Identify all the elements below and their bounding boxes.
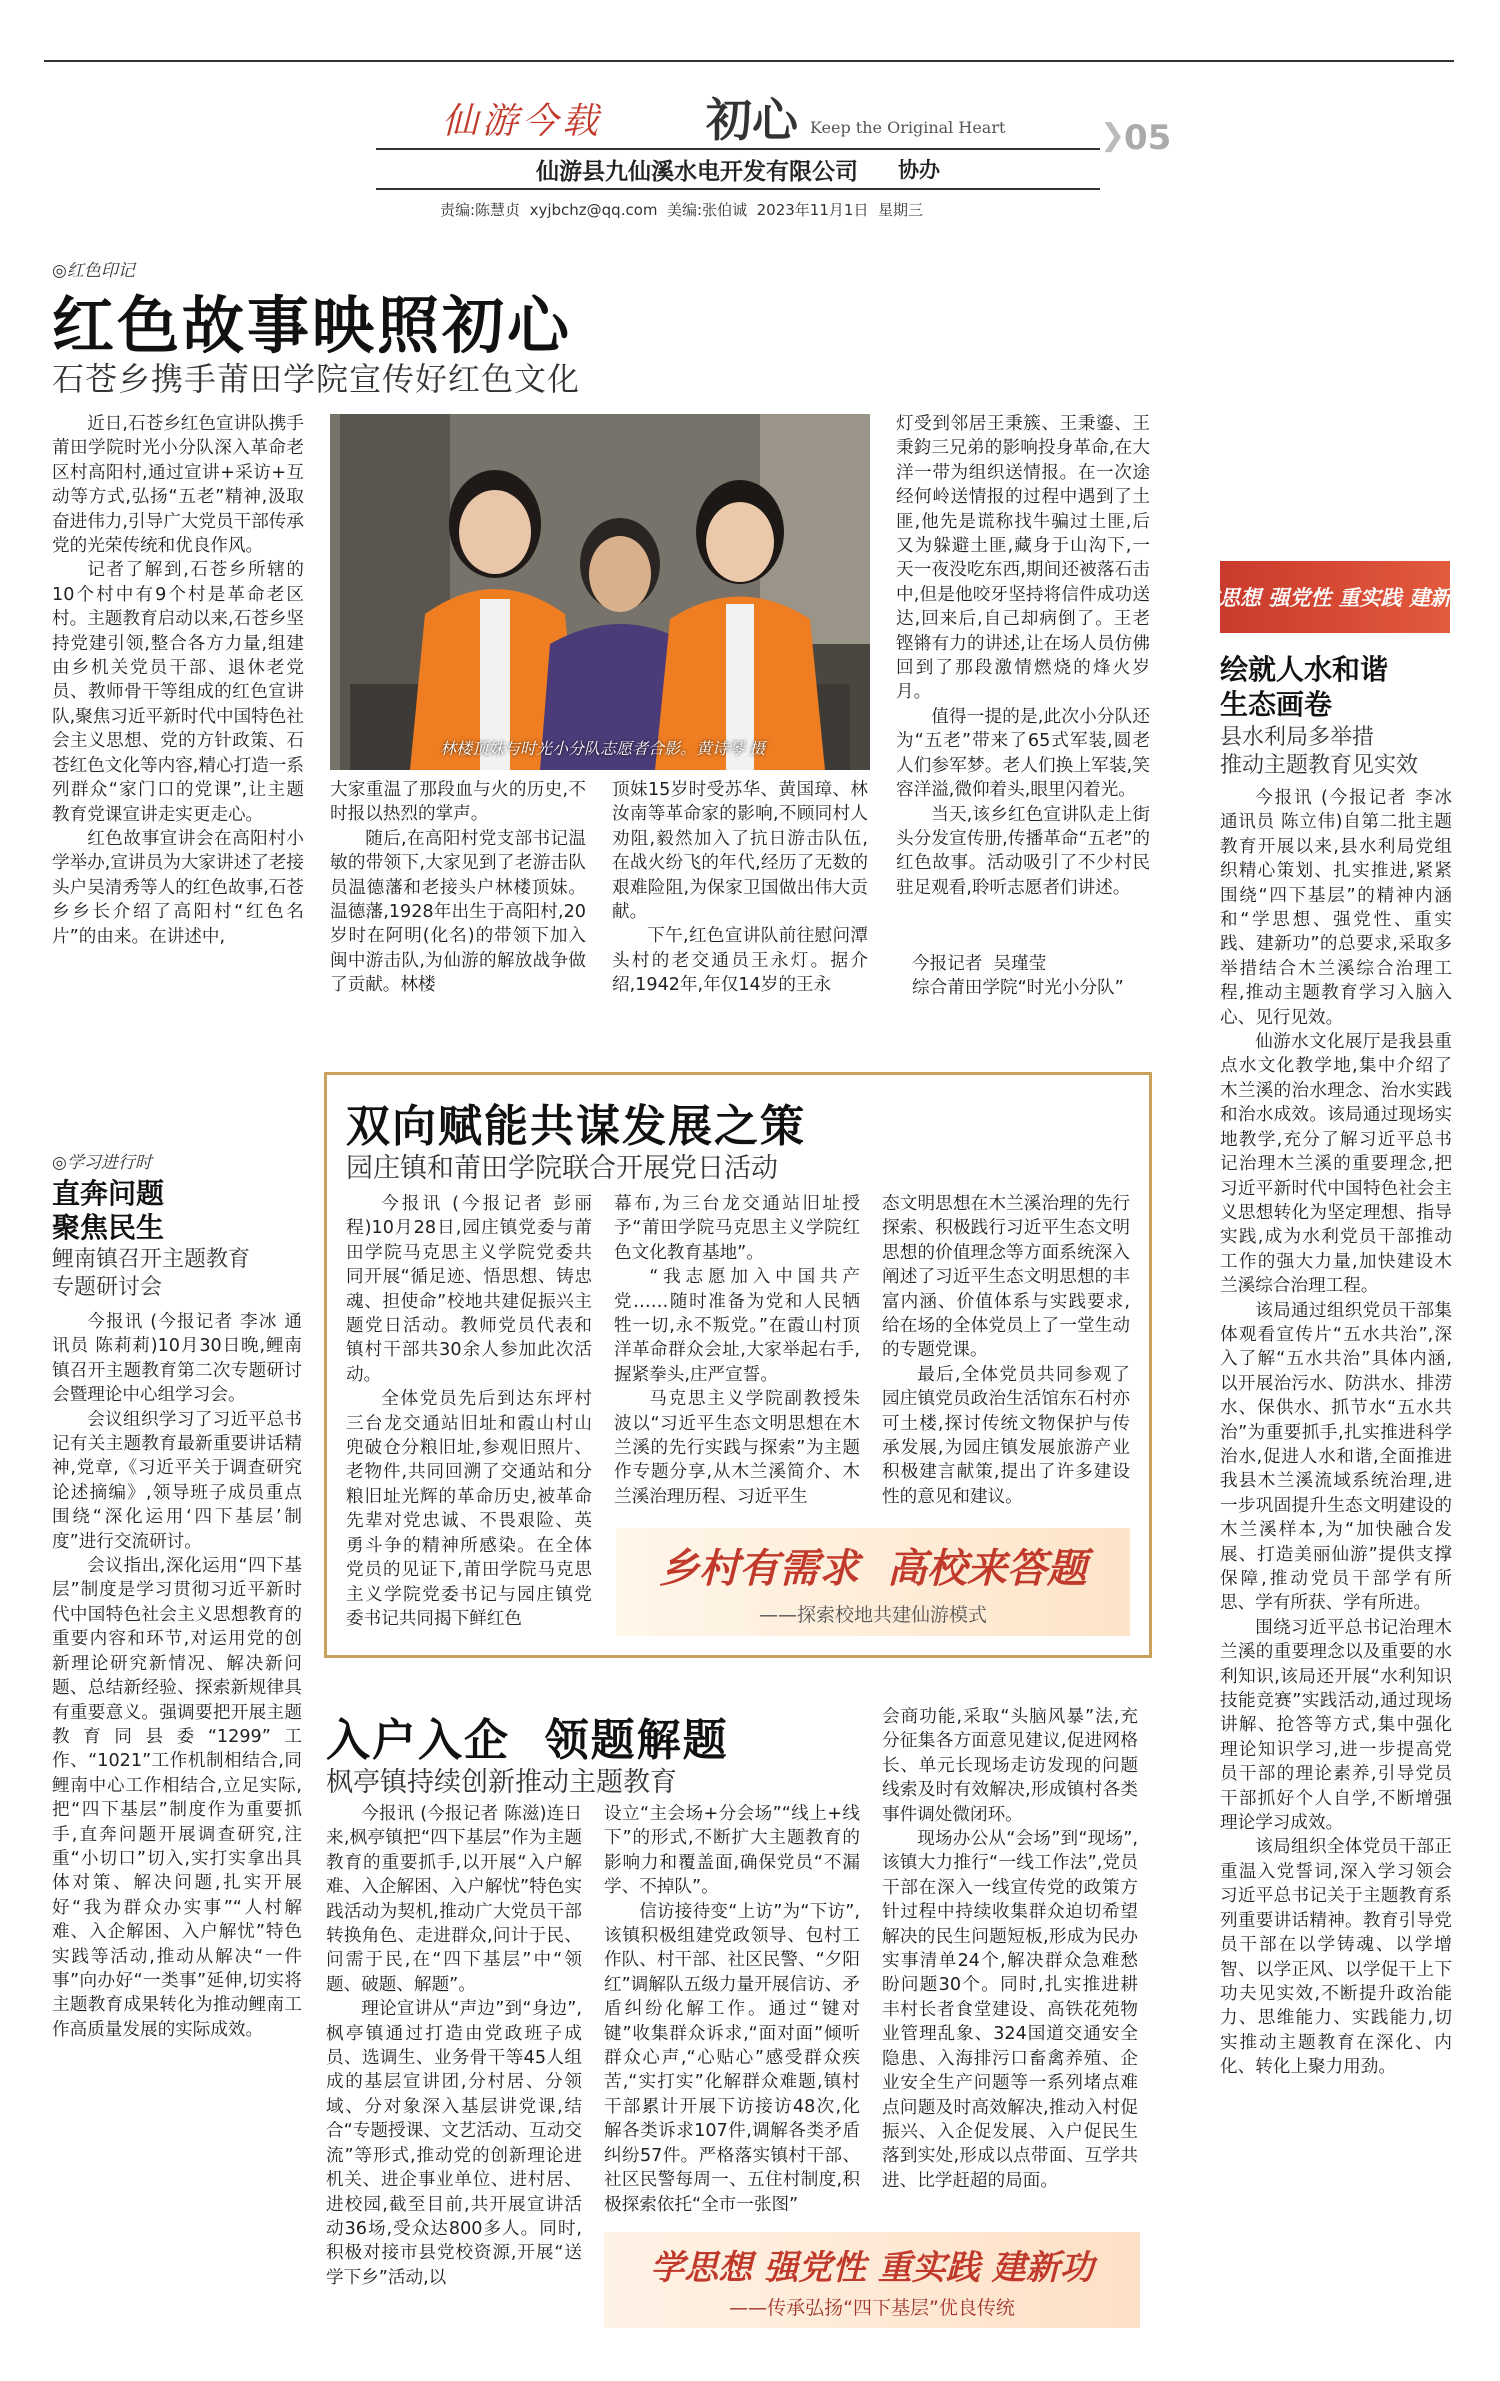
- editor-line: 责编:陈慧贞 xyjbchz@qq.com 美编:张伯诚 2023年11月1日 星期三: [440, 201, 923, 219]
- article2-banner: 学思想 强党性 重实践 建新功: [1220, 561, 1450, 633]
- article2-headline-line2: 生态画卷: [1220, 688, 1333, 721]
- article2-headline-line1: 绘就人水和谐: [1220, 653, 1389, 686]
- article1-col2: 大家重温了那段血与火的历史,不时报以热烈的掌声。 随后,在高阳村党支部书记温敏的带领下,大家见到了老游击队员温德藩和老接头户林楼顶妹。温德藩,1928年出生于高阳村,20岁时在阿明(化名)的带领下加入闽中游击队,为仙游的解放战争做了贡献。林楼: [330, 780, 586, 996]
- article3-headline-line2: 聚焦民生: [52, 1211, 165, 1244]
- sponsor-name: 仙游县九仙溪水电开发有限公司: [536, 158, 858, 185]
- sponsor-strip: [376, 148, 1100, 190]
- sponsor-role: 协办: [898, 158, 940, 182]
- article3-headline-line1: 直奔问题: [52, 1177, 165, 1210]
- article2-body: 今报讯 (今报记者 李冰 通讯员 陈立伟)自第二批主题教育开展以来,县水利局党组织精心策划、扎实推进,紧紧围绕“四下基层”的精神内涵和“学思想、强党性、重实践、建新功”的总要求,采取多举措结合木兰溪综合治理工程,推动主题教育学习入脑入心、见行见效。 仙游水文化展厅是我县重点水文化教学地,集中介绍了木兰溪的治水理念、治水实践和治水成效。该局通过现场实地教学,充分了解习近平总书记治理木兰溪的重要理念,把习近平新时代中国特色社会主义思想转化为坚定理想、指导实践,成为水利党员干部推动工作的强大力量,加快建设木兰溪综合治理工程。 该局通过组织党员干部集体观看宣传片“五水共治”,深入了解“五水共治”具体内涵,以开展治污水、防洪水、排涝水、保供水、抓节水“五水共治”为重要抓手,扎实推进科学治水,促进人水和谐,全面推进我县木兰溪流域系统治理,进一步巩固提升生态文明建设的木兰溪样本,为“加快融合发展、打造美丽仙游”提供支撑保障,推动党员干部学有所思、学有所获、学有所进。 围绕习近平总书记治理木兰溪的重要理念以及重要的水利知识,该局还开展“水利知识技能竞赛”实践活动,通过现场讲解、抢答等方式,集中强化理论知识学习,进一步提高党员干部的理论素养,引导党员干部抓好个人自学,不断增强理论学习成效。 该局组织全体党员干部正重温入党誓词,深入学习领会习近平总书记关于主题教育系列重要讲话精神。教育引导党员干部在以学铸魂、以学增智、以学正风、以学促干上下功夫见实效,不断提升政治能力、思维能力、实践能力,切实推动主题教育在深化、内化、转化上聚力用劲。: [1220, 788, 1452, 2078]
- article1-col3: 顶妹15岁时受苏华、黄国璋、林汝南等革命家的影响,不顾同村人劝阻,毅然加入了抗日游击队伍,在战火纷飞的年代,经历了无数的艰难险阻,为保家卫国做出伟大贡献。 下午,红色宣讲队前往慰问潭头村的老交通员王永灯。据介绍,1942年,年仅14岁的王永: [612, 780, 868, 996]
- article1-kicker: ◎红色印记: [52, 261, 135, 281]
- page-number: 05: [1124, 118, 1172, 158]
- article4-col3: 态文明思想在木兰溪治理的先行探索、积极践行习近平生态文明思想的价值理念等方面系统深入阐述了习近平生态文明思想的丰富内涵、价值体系与实践要求,给在场的全体党员上了一堂生动的专题党课。 最后,全体党员共同参观了园庄镇党员政治生活馆东石村亦可土楼,探讨传统文物保护与传承发展,为园庄镇发展旅游产业积极建言献策,提出了许多建设性的意见和建议。: [882, 1194, 1130, 1507]
- top-rule: [44, 60, 1454, 62]
- article1-col1: 近日,石苍乡红色宣讲队携手莆田学院时光小分队深入革命老区村高阳村,通过宣讲+采访+互动等方式,弘扬“五老”精神,汲取奋进伟力,引导广大党员干部传承党的光荣传统和优良作风。 记者了解到,石苍乡所辖的10个村中有9个村是革命老区村。主题教育启动以来,石苍乡坚持党建引领,整合各方力量,组建由乡机关党员干部、退休老党员、教师骨干等组成的红色宣讲队,聚焦习近平新时代中国特色社会主义思想、党的方针政策、石苍红色文化等内容,精心打造一系列群众“家门口的党课”,让主题教育党课宣讲走实更走心。 红色故事宣讲会在高阳村小学举办,宣讲员为大家讲述了老接头户吴清秀等人的红色故事,石苍乡乡长介绍了高阳村“红色名片”的由来。在讲述中,: [52, 414, 304, 947]
- article1-col4: 灯受到邻居王秉簇、王秉鎏、王秉鈞三兄弟的影响投身革命,在大洋一带为组织送情报。在一次途经何岭送情报的过程中遇到了土匪,他先是谎称找牛骗过土匪,后又为躲避土匪,藏身于山沟下,一天一夜没吃东西,期间还被落石击中,但是他咬牙坚持将信件成功送达,回来后,自己却病倒了。王老铿锵有力的讲述,让在场人员仿佛回到了那段激情燃烧的烽火岁月。 值得一提的是,此次小分队还为“五老”带来了65式军装,圆老人们参军梦。老人们换上军装,笑容洋溢,微仰着头,眼里闪着光。 当天,该乡红色宣讲队走上街头分发宣传册,传播革命“五老”的红色故事。活动吸引了不少村民驻足观看,聆听志愿者们讲述。: [896, 414, 1150, 898]
- column-brand: 仙游今载: [442, 101, 603, 142]
- article3-subheadline-line2: 专题研讨会: [52, 1275, 163, 1300]
- article4-banner: 乡村有需求 高校来答题 ——探索校地共建仙游模式: [616, 1528, 1130, 1636]
- article5-col3: 会商功能,采取“头脑风暴”法,充分征集各方面意见建议,促进网格长、单元长现场走访发现的问题线索及时有效解决,形成镇村各类事件调处微闭环。 现场办公从“会场”到“现场”,该镇大力推行“一线工作法”,党员干部在深入一线宣传党的政策方针过程中持续收集群众迫切希望解决的民生问题短板,形成为民办实事清单24个,解决群众急难愁盼问题30个。同时,扎实推进耕丰村长者食堂建设、高铁花苑物业管理乱象、324国道交通安全隐患、入海排污口畜禽养殖、企业安全生产问题等一系列堵点难点问题及时高效解决,推动入村促振兴、入企促发展、入户促民生落到实处,形成以点带面、互学共进、比学赶超的局面。: [882, 1707, 1138, 2191]
- article4-col1: 今报讯 (今报记者 彭丽程)10月28日,园庄镇党委与莆田学院马克思主义学院党委共同开展“循足迹、悟思想、铸忠魂、担使命”校地共建促振兴主题党日活动。教师党员代表和镇村干部共30余人参加此次活动。 全体党员先后到达东坪村三台龙交通站旧址和霞山村山兜破仓分粮旧址,参观旧照片、老物件,共同回溯了交通站和分粮旧址光辉的革命历史,被革命先辈对党忠诚、不畏艰险、英勇斗争的精神所感染。在全体党员的见证下,莆田学院马克思主义学院党委书记与园庄镇党委书记共同揭下鲜红色: [346, 1194, 592, 1629]
- article2-subheadline-line1: 县水利局多举措: [1220, 725, 1375, 750]
- article3-subheadline-line1: 鲤南镇召开主题教育: [52, 1247, 251, 1272]
- photo-caption: 林楼顶妹与时光小分队志愿者合影。黄诗琴 摄: [440, 739, 766, 758]
- article3-kicker: ◎学习进行时: [52, 1153, 152, 1173]
- article5-banner: 学思想 强党性 重实践 建新功 ——传承弘扬“四下基层”优良传统: [604, 2232, 1140, 2328]
- article5-col2: 设立“主会场+分会场”“线上+线下”的形式,不断扩大主题教育的影响力和覆盖面,确保党员“不漏学、不掉队”。 信访接待变“上访”为“下访”,该镇积极组建党政领导、包村工作队、村干部、社区民警、“夕阳红”调解队五级力量开展信访、矛盾纠纷化解工作。通过“键对键”收集群众诉求,“面对面”倾听群众心声,“心贴心”感受群众疾苦,“实打实”化解群众难题,镇村干部累计开展下访接访48次,化解各类诉求107件,调解各类矛盾纠纷57件。严格落实镇村干部、社区民警每周一、五住村制度,积极探索依托“全市一张图”: [604, 1804, 860, 2215]
- article1-reporter: 今报记者 吴瑾莹: [912, 954, 1047, 974]
- article5-subheadline: 枫亭镇持续创新推动主题教育: [326, 1767, 677, 1798]
- article4-col2: 幕布,为三台龙交通站旧址授予“莆田学院马克思主义学院红色文化教育基地”。 “我志愿加入中国共产党……随时准备为党和人民牺牲一切,永不叛党。”在霞山村顶洋革命群众会址,大家举起右手,握紧拳头,庄严宣誓。 马克思主义学院副教授朱波以“习近平生态文明思想在木兰溪的先行实践与探索”为主题作专题分享,从木兰溪简介、木兰溪治理历程、习近平生: [614, 1194, 860, 1507]
- article4-headline: 双向赋能共谋发展之策: [346, 1101, 806, 1152]
- column-title: 初心: [706, 93, 798, 147]
- article4-subheadline: 园庄镇和莆田学院联合开展党日活动: [346, 1153, 778, 1184]
- column-subtitle: Keep the Original Heart: [810, 118, 1006, 137]
- article5-col1: 今报讯 (今报记者 陈滋)连日来,枫亭镇把“四下基层”作为主题教育的重要抓手,以开展“入户解难、入企解困、入户解忧”特色实践活动为契机,推动广大党员干部转换角色、走进群众,问计于民、问需于民,在“四下基层”中“领题、破题、解题”。 理论宣讲从“声边”到“身边”,枫亭镇通过打造由党政班子成员、选调生、业务骨干等45人组成的基层宣讲团,分村居、分领域、分对象深入基层讲党课,结合“专题授课、文艺活动、互动交流”等形式,推动党的创新理论进机关、进企事业单位、进村居、进校园,截至目前,共开展宣讲活动36场,受众达800多人。同时,积极对接市县党校资源,开展“送学下乡”活动,以: [326, 1804, 582, 2288]
- article1-reporter2: 综合莆田学院“时光小分队”: [912, 978, 1124, 998]
- article1-subheadline: 石苍乡携手莆田学院宣传好红色文化: [52, 360, 581, 398]
- page-number-arrow-icon: ❯: [1100, 118, 1126, 153]
- article2-subheadline-line2: 推动主题教育见实效: [1220, 753, 1419, 778]
- photo-illustration: [330, 414, 870, 770]
- article1-photo: [330, 414, 870, 770]
- article1-headline: 红色故事映照初心: [52, 289, 573, 362]
- article3-body: 今报讯 (今报记者 李冰 通讯员 陈莉莉)10月30日晚,鲤南镇召开主题教育第二次专题研讨会暨理论中心组学习会。 会议组织学习了习近平总书记有关主题教育最新重要讲话精神,党章,《习近平关于调查研究论述摘编》,领导班子成员重点围绕“深化运用‘四下基层’制度”进行交流研讨。 会议指出,深化运用“四下基层”制度是学习贯彻习近平新时代中国特色社会主义思想教育的重要内容和环节,对运用党的创新理论研究新情况、解决新问题、总结新经验、探索新规律具有重要意义。强调要把开展主题教育同县委“1299”工作、“1021”工作机制相结合,同鲤南中心工作相结合,立足实际,把“四下基层”制度作为重要抓手,直奔问题开展调查研究,注重“小切口”切入,实打实拿出具体对策、解决问题,扎实开展好“我为群众办实事”“人村解难、入企解困、入户解忧”特色实践等活动,推动从解决“一件事”向办好“一类事”延伸,切实将主题教育成果转化为推动鲤南工作高质量发展的实际成效。: [52, 1312, 302, 2040]
- article5-headline: 入户入企 领题解题: [326, 1715, 729, 1766]
